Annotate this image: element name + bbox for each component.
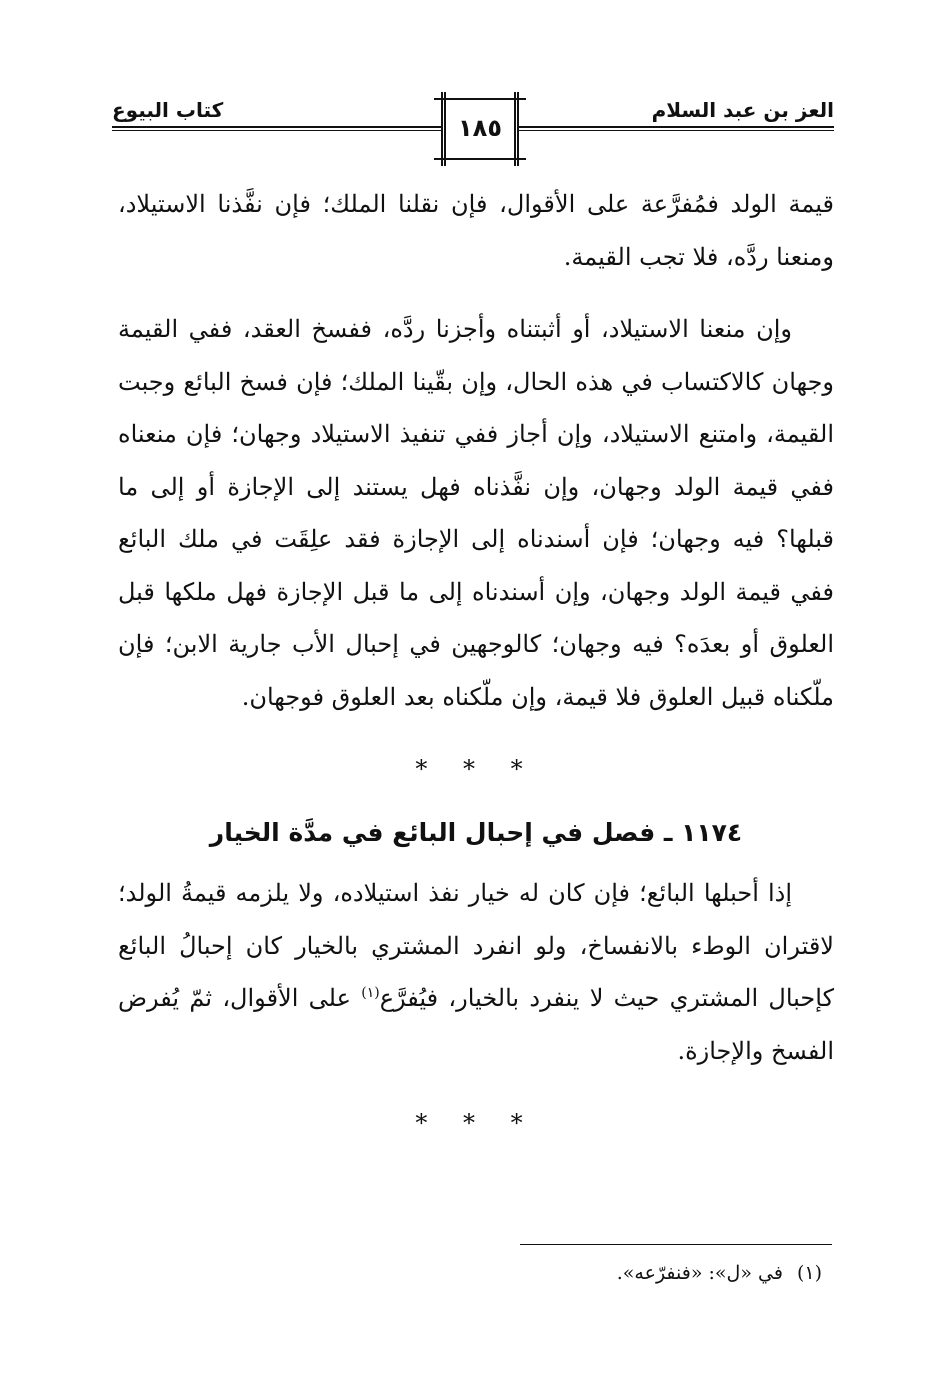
page-number: ١٨٥	[458, 114, 502, 142]
footnote-text: في «ل»: «فنفرّعه».	[616, 1262, 783, 1284]
footnote-mark: (١)	[796, 1262, 822, 1284]
section-paragraph	[118, 867, 834, 1077]
main-text	[118, 178, 834, 1157]
author-running-head: العز بن عبد السلام	[651, 98, 834, 122]
section-text-start: إذا أحبلها البائع؛ فإن كان له خيار نفذ استيلاده، ولا يلزمه قيمةُ الولد؛ لاقتران الوطء بالانفساخ، ولو انفرد المشتري بالخيار كان إحبالُ البائع كإحبال المشتري حيث لا ينفرد بالخيار، فيُفرَّع	[118, 879, 834, 1012]
page-number-frame	[441, 92, 519, 166]
section-text-end: على الأقوال، ثمّ يُفرض الفسخ والإجازة.	[118, 984, 834, 1065]
section-separator-1: * * *	[415, 755, 537, 783]
section-separator-2: * * *	[415, 1109, 537, 1137]
page-header	[112, 92, 834, 172]
footnote-rule	[520, 1244, 832, 1245]
footnote	[617, 1262, 822, 1284]
footnote-reference: (١)	[361, 985, 380, 1001]
book-running-head: كتاب البيوع	[112, 98, 224, 122]
paragraph-1: قيمة الولد فمُفرَّعة على الأقوال، فإن نقلنا الملك؛ فإن نفَّذنا الاستيلاد، ومنعنا ردَّه، فلا تجب القيمة.	[118, 190, 834, 271]
paragraph-2: وإن منعنا الاستيلاد، أو أثبتناه وأجزنا ردَّه، ففسخ العقد، ففي القيمة وجهان كالاكتساب في هذه الحال، وإن بقّينا الملك؛ فإن فسخ البائع وجبت القيمة، وامتنع الاستيلاد، وإن أجاز ففي تنفيذ الاستيلاد وجهان؛ فإن منعناه ففي قيمة الولد وجهان، وإن نفَّذناه فهل يستند إلى الإجازة أو إلى ما قبلها؟ فيه وجهان؛ فإن أسندناه إلى الإجازة فقد علِقَت في ملك البائع ففي قيمة الولد وجهان، وإن أسندناه إلى ما قبل الإجازة فهل ملكها قبل العلوق أو بعدَه؟ فيه وجهان؛ كالوجهين في إحبال الأب جارية الابن؛ فإن ملّكناه قبيل العلوق فلا قيمة، وإن ملّكناه بعد العلوق فوجهان.	[118, 315, 834, 711]
section-heading: ١١٧٤ ـ فصل في إحبال البائع في مدَّة الخيار	[209, 818, 743, 847]
